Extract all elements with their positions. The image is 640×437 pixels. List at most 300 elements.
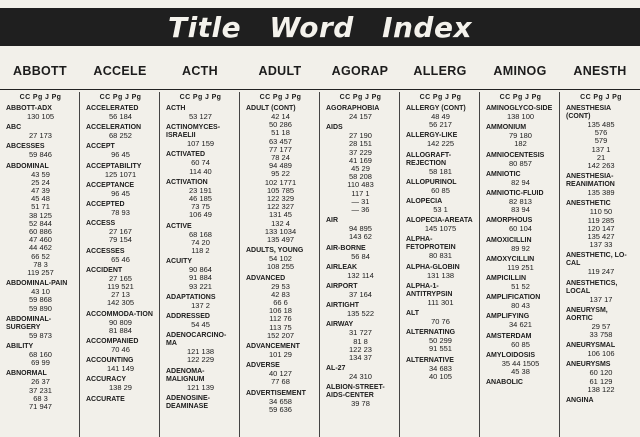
entry-page-refs: 60 85 (431, 185, 450, 195)
index-column (400, 92, 480, 437)
entry-page-refs: 114 40 (189, 166, 212, 176)
entry-page-refs: 51 52 (511, 282, 530, 292)
entry-page-refs: 26 37 (31, 377, 50, 387)
index-entry (246, 362, 315, 386)
index-entry (566, 307, 636, 339)
entry-term: ADENOSINE-DEAMINASE (166, 394, 210, 410)
entry-page-refs: 25 24 (31, 177, 50, 187)
entry-page-refs: 43 59 (31, 169, 50, 179)
entry-term: ADULT (CONT) (246, 105, 296, 112)
column-subhead: CC Pg J Pg (499, 94, 542, 101)
index-entry (86, 338, 155, 354)
entry-page-refs: 54 102 (269, 254, 292, 264)
entry-page-refs: 133 1034 (264, 226, 297, 236)
entry-page-refs: 125 1071 (104, 169, 137, 179)
index-entry (486, 237, 555, 253)
entry-page-refs: 38 125 (29, 210, 52, 220)
entry-term: ADAPTATIONS (166, 293, 216, 301)
entry-page-refs: 68 252 (109, 131, 132, 141)
entry-page-refs: 50 286 (269, 120, 292, 130)
entry-term: ACCOMMODA-TION (86, 310, 153, 318)
column-head: ACTH (160, 64, 240, 90)
index-entry (486, 294, 555, 310)
index-entry (166, 223, 235, 256)
index-entry (166, 294, 235, 310)
index-column (560, 92, 640, 437)
index-entry (326, 245, 395, 261)
entry-page-refs: 132 4 (271, 218, 290, 228)
index-entry (246, 275, 315, 340)
index-entry (166, 151, 235, 175)
index-entry (326, 124, 395, 214)
entry-page-refs: 70 46 (111, 345, 130, 355)
entry-term: AMPLIFYING (486, 313, 530, 321)
index-entry (566, 397, 636, 405)
entry-page-refs: 143 62 (349, 232, 372, 242)
entry-term: ALTERNATIVE (406, 356, 454, 364)
entry-term: ALLERGY-LIKE (406, 132, 458, 140)
entry-page-refs: 47 39 (31, 186, 50, 196)
entry-page-refs: 78 24 (271, 153, 290, 163)
index-entry (86, 311, 155, 335)
entry-page-refs: 122 329 (266, 194, 295, 204)
entry-page-refs: 81 884 (109, 325, 132, 335)
index-entry (486, 217, 555, 233)
entry-page-refs: 45 48 (31, 194, 50, 204)
index-entry (406, 152, 475, 176)
index-entry (486, 256, 555, 272)
index-entry (406, 310, 475, 326)
entry-page-refs: 42 14 (271, 112, 290, 121)
entry-term: ACCESSES (86, 247, 125, 255)
index-entry (406, 217, 475, 233)
entry-page-refs: 96 45 (111, 150, 130, 160)
entry-page-refs: 34 621 (509, 320, 532, 330)
entry-page-refs: 40 127 (269, 369, 292, 379)
index-entry (486, 171, 555, 187)
entry-page-refs: 56 217 (429, 120, 452, 130)
index-column (80, 92, 160, 437)
entry-page-refs: 119 251 (507, 262, 534, 272)
entry-term: AIR (326, 217, 339, 225)
entry-page-refs: 108 255 (266, 262, 295, 272)
entry-page-refs: 51 71 (31, 202, 50, 212)
entry-page-refs: 79 154 (109, 235, 132, 245)
column-subhead: CC Pg J Pg (259, 94, 302, 101)
entry-page-refs: 68 160 (29, 350, 52, 360)
entry-term: ALLERGY (CONT) (406, 105, 466, 112)
entry-term: ALOPECIA-AREATA (406, 217, 473, 225)
entry-page-refs: 110 483 (347, 180, 374, 190)
index-entry (566, 342, 636, 358)
index-entry (406, 198, 475, 214)
entry-page-refs: 152 207 (266, 330, 295, 340)
index-entry (406, 283, 475, 307)
entry-page-refs: 82 813 (509, 197, 532, 207)
index-entry (326, 384, 395, 408)
index-entry (406, 264, 475, 280)
index-entry (326, 264, 395, 280)
entry-page-refs: 34 683 (429, 363, 452, 373)
entry-term: AIRLEAK (326, 263, 358, 271)
entry-page-refs: 91 884 (189, 273, 212, 283)
entry-page-refs: 56 84 (351, 251, 370, 261)
entry-page-refs: 50 299 (429, 336, 452, 346)
index-entry (86, 163, 155, 179)
index-columns (0, 92, 640, 437)
index-entry (486, 275, 555, 291)
entry-page-refs: 23 191 (189, 185, 212, 195)
entry-page-refs: 142 225 (426, 139, 455, 149)
entry-term: ACCEPTABILITY (86, 162, 142, 170)
entry-term: ABDOMINAL-PAIN (6, 280, 68, 288)
entry-term: ACCEPTANCE (86, 181, 135, 189)
index-entry (6, 105, 75, 121)
entry-page-refs: 101 29 (269, 350, 292, 360)
entry-page-refs: 65 46 (111, 254, 130, 264)
entry-page-refs: 68 168 (189, 229, 212, 239)
index-column (0, 92, 80, 437)
entry-term: ANESTHESIA (CONT) (566, 105, 611, 120)
entry-page-refs: 21 (596, 152, 606, 162)
entry-page-refs: 138 100 (506, 112, 535, 121)
entry-term: AIRWAY (326, 321, 354, 329)
entry-term: ACCURATE (86, 395, 125, 403)
entry-page-refs: 78 93 (111, 208, 130, 218)
index-entry (86, 105, 155, 121)
index-entry (406, 105, 475, 129)
index-entry (406, 329, 475, 353)
index-entry (86, 143, 155, 159)
entry-page-refs: 102 1771 (264, 177, 297, 187)
entry-page-refs: 27 190 (349, 131, 372, 141)
entry-page-refs: 112 76 (269, 314, 292, 324)
entry-page-refs: 74 20 (191, 237, 210, 247)
entry-term: ACCOMPANIED (86, 338, 139, 346)
entry-page-refs: 60 120 (589, 368, 613, 378)
entry-page-refs: 134 37 (349, 353, 372, 363)
entry-term: ACCELERATED (86, 105, 139, 112)
entry-term: ADENOCARCINO-MA (166, 332, 227, 348)
entry-page-refs: 60 886 (29, 227, 52, 237)
index-entry (166, 332, 235, 364)
entry-term: ANGINA (566, 397, 594, 405)
entry-term: ALLOGRAFT-REJECTION (406, 151, 452, 167)
entry-page-refs: 80 831 (429, 251, 452, 261)
entry-term: ACTH (166, 105, 186, 112)
entry-term: AMOXICILLIN (486, 236, 532, 244)
entry-page-refs: 58 208 (349, 172, 372, 182)
entry-page-refs: 111 301 (427, 297, 454, 307)
entry-page-refs: 95 22 (271, 169, 290, 179)
entry-page-refs: 90 864 (189, 265, 212, 275)
index-entry (406, 179, 475, 195)
entry-term: ADDRESSED (166, 313, 210, 321)
entry-term: ADVANCEMENT (246, 343, 300, 351)
entry-page-refs: 93 221 (189, 281, 212, 291)
column-head: AMINOG (480, 64, 560, 90)
index-entry (166, 368, 235, 392)
entry-page-refs: 31 727 (349, 328, 372, 338)
entry-page-refs: 77 68 (271, 377, 290, 387)
entry-term: ANEURYSM, AORTIC (566, 306, 608, 322)
entry-term: AMYLOIDOSIS (486, 351, 536, 359)
entry-page-refs: 135 522 (346, 309, 375, 319)
entry-page-refs: 54 45 (191, 320, 210, 330)
entry-page-refs: 122 229 (186, 355, 215, 365)
entry-term: ANABOLIC (486, 379, 523, 387)
entry-page-refs: 94 895 (349, 224, 372, 234)
entry-page-refs: 66 6 (273, 298, 288, 308)
entry-term: ALPHA-1-ANTITRYPSIN (406, 282, 453, 298)
column-subhead: CC Pg J Pg (339, 94, 382, 101)
entry-term: ABCESSES (6, 143, 45, 151)
index-entry (246, 105, 315, 244)
entry-page-refs: 60 104 (509, 224, 532, 234)
entry-page-refs: 120 147 (587, 223, 615, 233)
index-entry (86, 220, 155, 244)
entry-page-refs: 132 114 (347, 270, 374, 280)
index-entry (6, 370, 75, 411)
entry-page-refs: 45 38 (511, 367, 530, 377)
index-entry (166, 124, 235, 148)
entry-page-refs: 182 (514, 139, 527, 149)
index-entry (566, 361, 636, 394)
index-entry (6, 163, 75, 278)
column-subhead: CC Pg J Pg (179, 94, 222, 101)
entry-term: ANESTHETIC, LO-CAL (566, 252, 627, 268)
column-subhead: CC Pg J Pg (419, 94, 462, 101)
entry-page-refs: 90 809 (109, 317, 132, 327)
entry-term: AMORPHOUS (486, 217, 533, 225)
entry-page-refs: 130 105 (26, 112, 55, 121)
entry-page-refs: 59 868 (29, 295, 52, 305)
entry-page-refs: 34 658 (269, 396, 292, 406)
entry-page-refs: 27 167 (109, 227, 132, 237)
entry-term: ACTIVE (166, 222, 192, 230)
entry-term: ALOPECIA (406, 198, 443, 206)
entry-term: ANESTHESIA-REANIMATION (566, 173, 615, 189)
entry-term: AMNIOTIC-FLUID (486, 190, 544, 198)
index-entry (246, 390, 315, 414)
entry-page-refs: 39 78 (351, 399, 370, 409)
index-entry (406, 357, 475, 381)
entry-term: ACTINOMYCES-ISRAELII (166, 124, 221, 140)
entry-page-refs: — 36 (351, 205, 370, 215)
entry-page-refs: 110 50 (589, 207, 613, 217)
column-head: ALLERG (400, 64, 480, 90)
entry-term: AMNIOTIC (486, 170, 521, 178)
entry-term: ACCIDENT (86, 266, 123, 274)
entry-term: ANESTHETIC (566, 200, 611, 208)
index-banner (0, 8, 640, 46)
entry-page-refs: 58 181 (429, 166, 452, 176)
entry-page-refs: 137 2 (191, 300, 210, 310)
entry-page-refs: 122 23 (349, 344, 372, 354)
banner-title: Title Word Index (167, 10, 473, 44)
index-entry (166, 105, 235, 121)
entry-page-refs: 80 43 (511, 301, 530, 311)
entry-term: AIRPORT (326, 283, 358, 291)
entry-page-refs: 142 305 (106, 298, 135, 308)
entry-page-refs: 135 485 (587, 120, 615, 129)
entry-page-refs: 29 53 (271, 281, 290, 291)
entry-term: ALLOPURINOL (406, 178, 457, 186)
entry-term: AMPICILLIN (486, 275, 527, 283)
entry-page-refs: 138 29 (109, 383, 132, 393)
index-entry (326, 365, 395, 381)
entry-page-refs: 89 92 (511, 243, 530, 253)
entry-page-refs: 81 8 (353, 336, 368, 346)
entry-page-refs: 82 94 (511, 177, 530, 187)
entry-term: ANEURYSMAL (566, 342, 616, 350)
entry-term: ANEURYSMS (566, 361, 611, 369)
index-entry (566, 105, 636, 170)
entry-page-refs: 106 49 (189, 210, 212, 220)
index-entry (486, 124, 555, 148)
entry-page-refs: 137 33 (589, 240, 613, 250)
entry-page-refs: 91 551 (429, 344, 452, 354)
entry-page-refs: 60 74 (191, 158, 210, 168)
index-entry (86, 248, 155, 264)
column-head: AGORAP (320, 64, 400, 90)
index-entry (166, 179, 235, 220)
entry-page-refs: 118 2 (191, 246, 210, 256)
index-entry (326, 321, 395, 362)
entry-page-refs: 145 1075 (424, 224, 457, 234)
entry-page-refs: 69 99 (31, 358, 50, 368)
entry-page-refs: 107 159 (186, 139, 215, 149)
entry-term: ACCEPT (86, 143, 115, 151)
entry-term: AMPLIFICATION (486, 294, 541, 302)
entry-page-refs: 29 57 (591, 321, 611, 331)
entry-term: ABDOMINAL (6, 162, 49, 170)
index-entry (326, 217, 395, 241)
entry-page-refs: 41 169 (349, 155, 372, 165)
index-entry (326, 283, 395, 299)
entry-term: ADVANCED (246, 274, 286, 282)
entry-term: ACCURACY (86, 376, 127, 384)
entry-page-refs: 27 165 (109, 273, 132, 283)
column-subhead: CC Pg J Pg (580, 94, 622, 101)
entry-term: ADULTS, YOUNG (246, 247, 304, 255)
index-entry (86, 357, 155, 373)
index-entry (326, 105, 395, 121)
entry-term: ACCESS (86, 220, 116, 228)
index-entry (166, 258, 235, 291)
entry-term: ADVERSE (246, 362, 280, 370)
entry-page-refs: 576 (594, 128, 608, 138)
column-subhead: CC Pg J Pg (19, 94, 62, 101)
entry-page-refs: 48 49 (431, 112, 450, 121)
entry-term: AMOXYCILLIN (486, 255, 535, 263)
entry-term: ANESTHETICS, LOCAL (566, 279, 618, 295)
entry-page-refs: 53 127 (189, 112, 212, 121)
entry-page-refs: 119 521 (107, 282, 134, 292)
entry-page-refs: 96 45 (111, 188, 130, 198)
entry-page-refs: 33 758 (589, 330, 613, 340)
column-head: ADULT (240, 64, 320, 90)
index-entry (486, 105, 555, 121)
entry-page-refs: 135 497 (266, 235, 295, 245)
entry-page-refs: 59 890 (29, 303, 52, 313)
entry-page-refs: 113 75 (269, 322, 292, 332)
entry-term: ACTIVATED (166, 151, 206, 159)
entry-term: AMINOGLYCO-SIDE (486, 105, 553, 112)
entry-page-refs: 56 184 (109, 112, 132, 121)
entry-term: AIR-BORNE (326, 244, 366, 252)
index-entry (6, 280, 75, 313)
index-entry (486, 379, 555, 387)
entry-page-refs: 37 229 (349, 147, 372, 157)
entry-page-refs: 28 151 (349, 139, 372, 149)
entry-page-refs: 53 1 (433, 205, 448, 215)
entry-page-refs: 83 94 (511, 205, 530, 215)
index-entry (86, 182, 155, 198)
column-headers (0, 64, 640, 90)
entry-term: ACTIVATION (166, 178, 208, 186)
entry-page-refs: 60 85 (511, 339, 530, 349)
entry-page-refs: 138 122 (587, 384, 615, 394)
entry-term: ABBOTT-ADX (6, 105, 52, 112)
entry-page-refs: — 31 (351, 196, 370, 206)
entry-page-refs: 59 846 (29, 150, 52, 160)
entry-page-refs: 37 231 (29, 385, 52, 395)
entry-page-refs: 106 106 (587, 349, 615, 359)
entry-page-refs: 106 18 (269, 306, 292, 316)
index-entry (246, 247, 315, 271)
entry-page-refs: 135 389 (587, 188, 615, 198)
entry-page-refs: 121 139 (186, 382, 215, 392)
column-head: ABBOTT (0, 64, 80, 90)
entry-page-refs: 117 1 (351, 188, 370, 198)
entry-term: ADENOMA-MALIGNUM (166, 367, 205, 383)
index-column (160, 92, 240, 437)
entry-page-refs: 47 460 (29, 235, 52, 245)
index-entry (86, 396, 155, 404)
entry-page-refs: 52 844 (29, 218, 52, 228)
entry-term: AMNIOCENTESIS (486, 151, 545, 159)
entry-page-refs: 119 247 (587, 267, 615, 277)
index-entry (326, 302, 395, 318)
entry-term: ABC (6, 124, 22, 132)
entry-page-refs: 142 263 (587, 161, 615, 171)
entry-page-refs: 63 457 (269, 136, 292, 146)
entry-page-refs: 94 489 (269, 161, 292, 171)
entry-page-refs: 80 857 (509, 158, 532, 168)
index-entry (566, 173, 636, 197)
entry-page-refs: 70 76 (431, 317, 450, 327)
entry-term: ADVERTISEMENT (246, 389, 306, 397)
entry-page-refs: 135 427 (587, 232, 615, 242)
index-column (320, 92, 400, 437)
entry-page-refs: 141 149 (106, 364, 135, 374)
entry-term: AIRTIGHT (326, 302, 360, 310)
entry-page-refs: 137 1 (591, 144, 611, 154)
entry-page-refs: 119 257 (27, 268, 54, 278)
entry-term: ABILITY (6, 343, 34, 351)
entry-term: ALPHA-GLOBIN (406, 263, 460, 271)
entry-page-refs: 131 45 (269, 210, 292, 220)
column-head: ACCELE (80, 64, 160, 90)
entry-page-refs: 66 52 (31, 251, 50, 261)
index-entry (6, 316, 75, 340)
column-head: ANESTH (560, 64, 640, 90)
entry-page-refs: 45 29 (351, 164, 370, 174)
entry-page-refs: 79 180 (509, 131, 532, 141)
entry-page-refs: 105 785 (266, 185, 295, 195)
entry-term: AGORAPHOBIA (326, 105, 380, 112)
